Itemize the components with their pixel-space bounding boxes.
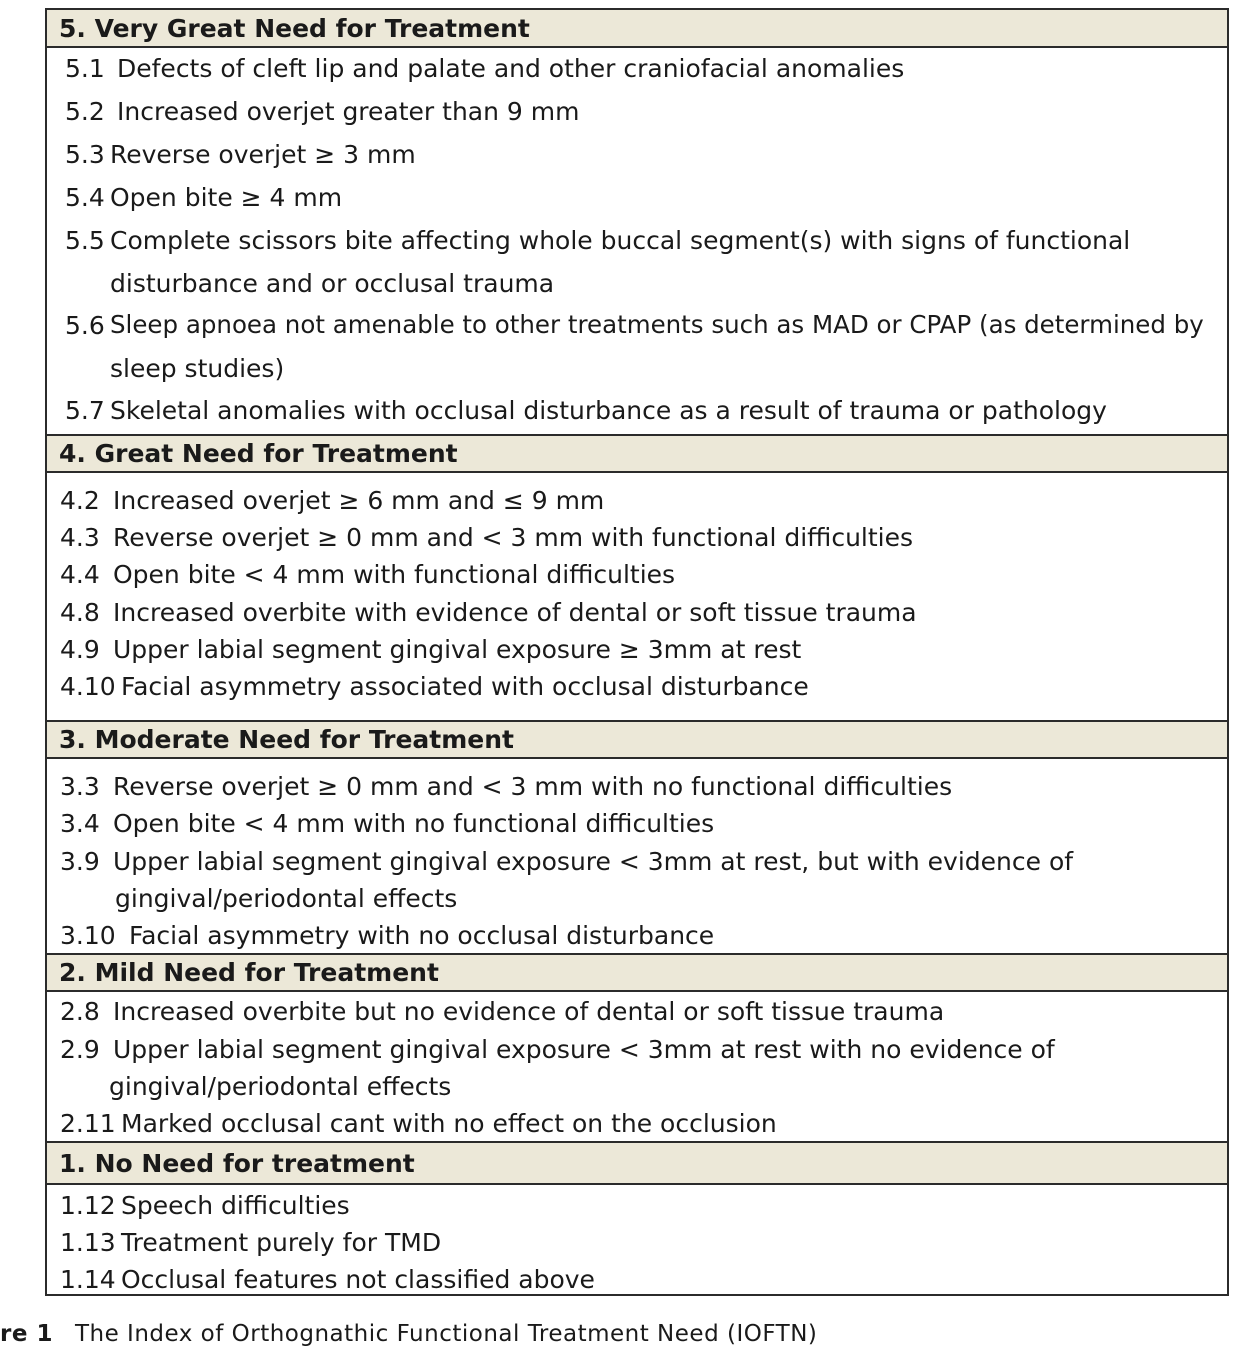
item-number: 5.6: [65, 311, 105, 340]
item-number: 3.3: [60, 772, 100, 801]
item-number: 5.7: [65, 396, 105, 425]
list-item: [47, 1267, 1227, 1297]
item-number: 1.12: [60, 1191, 116, 1220]
list-item: [47, 185, 1227, 215]
item-continuation: sleep studies): [110, 354, 285, 383]
item-number: 5.4: [65, 183, 105, 212]
item-number: 4.2: [60, 486, 100, 515]
list-item: [47, 600, 1227, 630]
list-item: [47, 99, 1227, 129]
list-item: [47, 228, 1227, 258]
list-item: [47, 1111, 1227, 1141]
list-item: [47, 637, 1227, 667]
list-item: [47, 674, 1227, 704]
item-number: 4.8: [60, 598, 100, 627]
figure-label: re 1: [0, 1321, 53, 1347]
item-text: Increased overjet greater than 9 mm: [117, 97, 580, 126]
item-number: 3.4: [60, 809, 100, 838]
list-item: [47, 1230, 1227, 1260]
figure-caption-text: The Index of Orthognathic Functional Treatment Need (IOFTN): [74, 1321, 818, 1347]
item-number: 5.1: [65, 54, 105, 83]
item-text: Defects of cleft lip and palate and other craniofacial anomalies: [117, 54, 905, 83]
item-number: 4.3: [60, 523, 100, 552]
item-text: Open bite < 4 mm with no functional difficulties: [113, 809, 715, 838]
section-heading: 1. No Need for treatment: [47, 1141, 1227, 1185]
item-number: 5.2: [65, 97, 105, 126]
item-text: Upper labial segment gingival exposure < 3mm at rest, but with evidence of: [113, 847, 1074, 876]
section-heading: 2. Mild Need for Treatment: [47, 953, 1227, 992]
item-number: 2.8: [60, 997, 100, 1026]
list-item: [47, 1193, 1227, 1223]
item-text: Open bite ≥ 4 mm: [110, 183, 343, 212]
item-text: Complete scissors bite affecting whole buccal segment(s) with signs of functional: [110, 226, 1131, 255]
list-item: [47, 525, 1227, 555]
item-text: Reverse overjet ≥ 0 mm and < 3 mm with functional difficulties: [113, 523, 914, 552]
figure-caption: [0, 1321, 817, 1347]
item-number: 5.5: [65, 226, 105, 255]
item-number: 2.9: [60, 1035, 100, 1064]
list-item: [47, 923, 1227, 953]
item-number: 4.4: [60, 560, 100, 589]
item-text: Sleep apnoea not amenable to other treatments such as MAD or CPAP (as determined by: [110, 310, 1204, 339]
item-number: 2.11: [60, 1109, 116, 1138]
item-text: Increased overjet ≥ 6 mm and ≤ 9 mm: [113, 486, 605, 515]
section-heading: 3. Moderate Need for Treatment: [47, 720, 1227, 759]
item-text: Open bite < 4 mm with functional difficulties: [113, 560, 676, 589]
item-number: 3.10: [60, 921, 116, 950]
item-text: Increased overbite but no evidence of dental or soft tissue trauma: [113, 997, 945, 1026]
list-item: [47, 142, 1227, 172]
item-continuation: disturbance and or occlusal trauma: [110, 269, 555, 298]
item-number: 1.14: [60, 1265, 116, 1294]
section-heading: 4. Great Need for Treatment: [47, 434, 1227, 473]
section-3: [47, 720, 1227, 953]
item-number: 4.9: [60, 635, 100, 664]
item-continuation: gingival/periodontal effects: [109, 1072, 452, 1101]
item-text: Facial asymmetry with no occlusal disturbance: [129, 921, 715, 950]
item-text: Treatment purely for TMD: [121, 1228, 442, 1257]
item-text: Occlusal features not classified above: [121, 1265, 595, 1294]
list-item: [47, 398, 1227, 428]
item-number: 3.9: [60, 847, 100, 876]
item-number: 1.13: [60, 1228, 116, 1257]
item-text: Reverse overjet ≥ 3 mm: [110, 140, 416, 169]
item-text: Marked occlusal cant with no effect on the occlusion: [121, 1109, 777, 1138]
section-4: [47, 434, 1227, 720]
list-item: [47, 1037, 1227, 1067]
list-item: [47, 562, 1227, 592]
item-text: Skeletal anomalies with occlusal disturbance as a result of trauma or pathology: [110, 396, 1107, 425]
item-continuation: gingival/periodontal effects: [115, 884, 458, 913]
list-item: [47, 849, 1227, 879]
section-1: [47, 1141, 1227, 1296]
section-2: [47, 953, 1227, 1141]
list-item: [47, 999, 1227, 1029]
ioftn-table: [45, 8, 1229, 1296]
section-5: [47, 10, 1227, 434]
item-text: Facial asymmetry associated with occlusal disturbance: [121, 672, 809, 701]
item-text: Upper labial segment gingival exposure < 3mm at rest with no evidence of: [113, 1035, 1055, 1064]
item-text: Upper labial segment gingival exposure ≥ 3mm at rest: [113, 635, 802, 664]
list-item: [47, 56, 1227, 86]
item-text: Increased overbite with evidence of dental or soft tissue trauma: [113, 598, 917, 627]
list-item: [47, 811, 1227, 841]
item-number: 5.3: [65, 140, 105, 169]
item-text: Reverse overjet ≥ 0 mm and < 3 mm with no functional difficulties: [113, 772, 953, 801]
list-item: [47, 774, 1227, 804]
list-item: [47, 310, 1227, 343]
item-number: 4.10: [60, 672, 116, 701]
section-heading: 5. Very Great Need for Treatment: [47, 10, 1227, 48]
item-text: Speech difficulties: [121, 1191, 350, 1220]
list-item: [47, 488, 1227, 518]
